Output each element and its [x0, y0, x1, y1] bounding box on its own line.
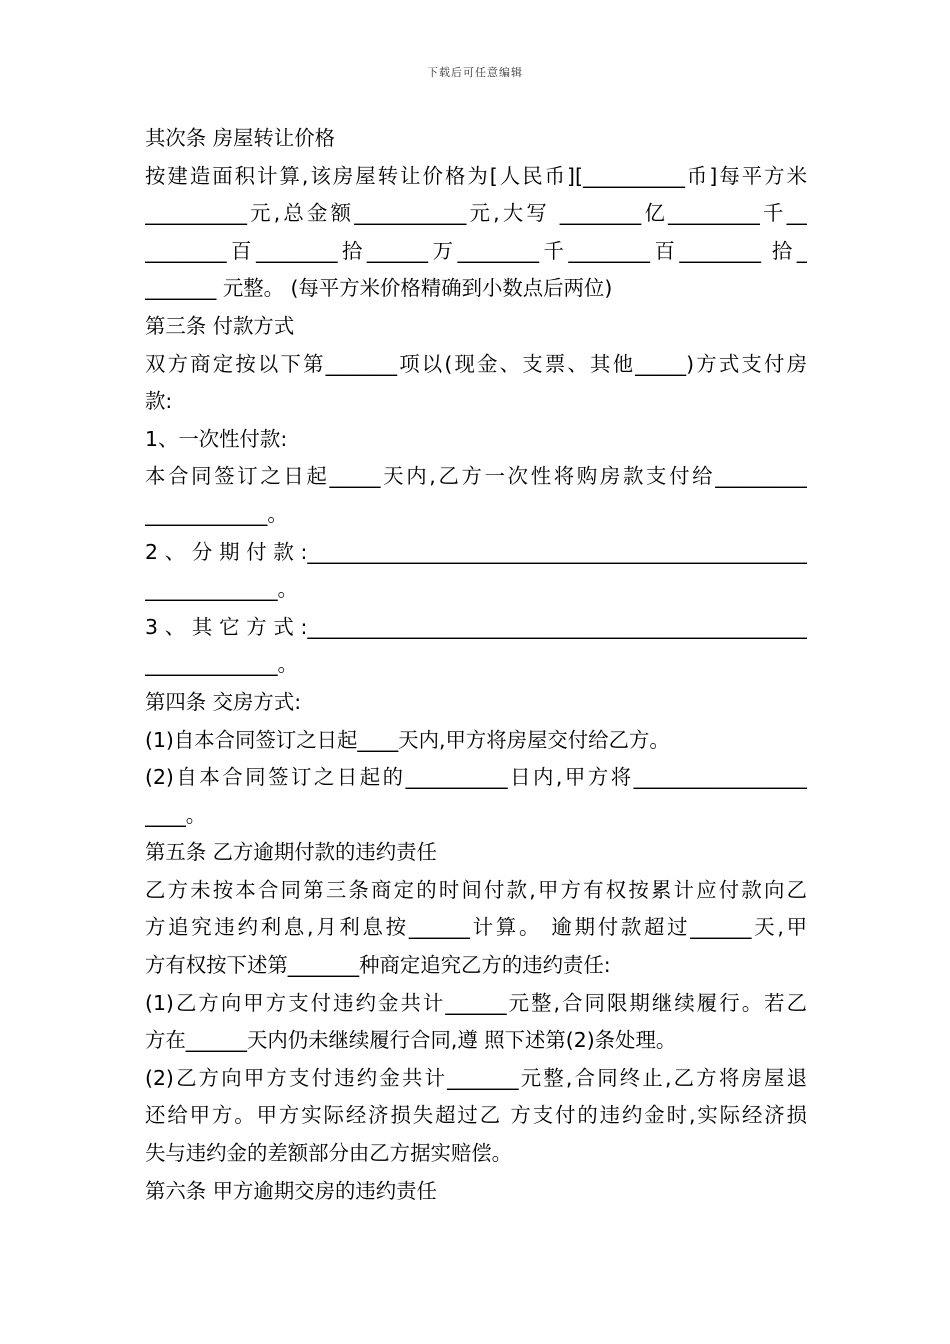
text-line: 第五条 乙方逾期付款的违约责任 — [145, 840, 437, 865]
text-line: (1)自本合同签订之日起____天内,甲方将房屋交付给乙方。 — [145, 727, 670, 752]
text-line: ____。 — [145, 802, 207, 827]
text-line: 款: — [145, 389, 173, 414]
text-line: (1)乙方向甲方支付违约金共计______元整,合同限期继续履行。若乙 — [145, 990, 807, 1015]
text-line: 按建造面积计算,该房屋转让价格为[人民币][__________币]每平方米 — [145, 163, 807, 188]
text-line: 方有权按下述第_______种商定追究乙方的违约责任: — [145, 953, 611, 978]
text-line: (2)乙方向甲方支付违约金共计_______元整,合同终止,乙方将房屋退 — [145, 1065, 807, 1090]
text-line: 本合同签订之日起_____天内,乙方一次性将购房款支付给_________ — [145, 464, 807, 489]
text-line: 还给甲方。甲方实际经济损失超过乙 方支付的违约金时,实际经济损 — [145, 1103, 807, 1128]
page-header-note: 下载后可任意编辑 — [427, 66, 523, 79]
text-line: 2、分期付款:_________________________________________________ — [145, 539, 807, 564]
text-line: 乙方未按本合同第三条商定的时间付款,甲方有权按累计应付款向乙 — [145, 877, 807, 902]
text-line: ____________。 — [145, 501, 288, 526]
text-line: __________元,总金额___________元,大写 ________亿_________千__ — [145, 201, 807, 226]
text-line: 其次条 房屋转让价格 — [145, 126, 335, 150]
text-line: 方在______天内仍未继续履行合同,遵 照下述第(2)条处理。 — [145, 1028, 677, 1053]
text-line: 双方商定按以下第_______项以(现金、支票、其他_____)方式支付房 — [145, 351, 807, 376]
text-line: 3、其它方式:_________________________________________________ — [145, 614, 807, 639]
document-body — [145, 120, 807, 1210]
text-line: 第六条 甲方逾期交房的违约责任 — [145, 1178, 437, 1203]
text-line: 方追究违约利息,月利息按______计算。 逾期付款超过______天,甲 — [145, 915, 807, 940]
text-line: _____________。 — [145, 577, 298, 602]
text-line: _______ 元整。 (每平方米价格精确到小数点后两位) — [145, 276, 613, 301]
text-line: 第三条 付款方式 — [145, 313, 295, 338]
text-line: (2)自本合同签订之日起的__________日内,甲方将_________________ — [145, 765, 807, 790]
text-line: 1、一次性付款: — [145, 426, 288, 451]
text-line: 第四条 交房方式: — [145, 689, 302, 714]
text-line: _____________。 — [145, 652, 298, 677]
text-line: 失与违约金的差额部分由乙方据实赔偿。 — [145, 1141, 513, 1166]
text-line: ________百________拾______万________千________百________ 拾_ — [145, 238, 807, 263]
